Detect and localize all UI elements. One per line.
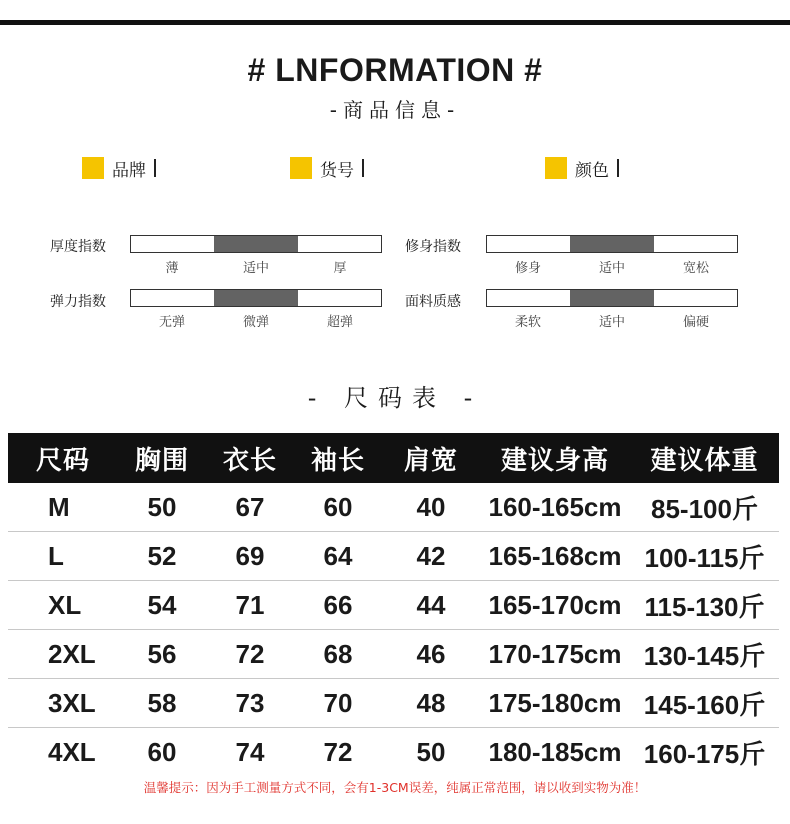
scale-labels-fabric — [486, 311, 738, 330]
table-cell: 3XL — [8, 679, 118, 728]
info-item-number-label: 货号 — [320, 160, 354, 181]
scale-option: 超弹 — [326, 315, 353, 330]
scale-segment — [214, 290, 297, 306]
page-subtitle: -商品信息- — [329, 98, 461, 122]
info-item-number — [290, 155, 364, 181]
scale-labels-elasticity — [130, 311, 382, 330]
column-header-size: 尺码 — [8, 433, 118, 483]
table-row — [8, 532, 779, 581]
scale-option: 薄 — [165, 261, 179, 276]
scale-segment — [487, 290, 570, 306]
table-cell: 50 — [118, 483, 206, 532]
table-cell: 72 — [323, 736, 353, 767]
scale-segment — [131, 236, 214, 252]
table-cell: 170-175cm — [480, 630, 630, 679]
scale-thickness — [130, 235, 382, 253]
table-cell: 180-185cm — [488, 736, 622, 767]
table-cell: M — [8, 483, 118, 532]
table-cell: 73 — [206, 679, 294, 728]
size-table — [8, 433, 779, 776]
separator-bar — [154, 159, 156, 177]
index-label-fabric: 面料质感 — [405, 294, 461, 310]
index-label-thickness: 厚度指数 — [50, 239, 106, 255]
column-header-length: 衣长 — [206, 433, 294, 483]
column-header-sleeve: 袖长 — [294, 433, 382, 483]
table-row — [8, 679, 779, 728]
page-title: # LNFORMATION # — [247, 52, 543, 88]
scale-fabric — [486, 289, 738, 307]
yellow-square-icon — [82, 157, 104, 179]
table-row — [8, 581, 779, 630]
table-cell: 50 — [416, 736, 446, 767]
index-label-fit: 修身指数 — [405, 239, 461, 255]
info-color-label: 颜色 — [575, 160, 609, 181]
scale-labels-thickness — [130, 257, 382, 276]
table-cell: 165-170cm — [480, 581, 630, 630]
scale-fit — [486, 235, 738, 253]
table-cell: 56 — [118, 630, 206, 679]
table-cell: 58 — [118, 679, 206, 728]
table-cell: 42 — [382, 532, 480, 581]
column-header-shoulder: 肩宽 — [382, 433, 480, 483]
table-cell: 160-175斤 — [643, 738, 766, 769]
scale-segment — [298, 290, 381, 306]
table-cell: 68 — [294, 630, 382, 679]
table-header-row — [8, 433, 779, 483]
scale-option: 宽松 — [682, 261, 709, 276]
index-label-elasticity: 弹力指数 — [50, 294, 106, 310]
table-cell: 70 — [294, 679, 382, 728]
column-header-chest: 胸围 — [118, 433, 206, 483]
table-cell: 54 — [118, 581, 206, 630]
table-cell: L — [8, 532, 118, 581]
top-divider — [0, 20, 790, 25]
table-cell: 67 — [206, 483, 294, 532]
table-row — [8, 630, 779, 679]
separator-bar — [617, 159, 619, 177]
scale-option: 偏硬 — [682, 315, 709, 330]
scale-option: 适中 — [598, 261, 625, 276]
info-color — [545, 155, 619, 181]
table-cell: 52 — [118, 532, 206, 581]
scale-option: 适中 — [242, 261, 269, 276]
scale-segment — [298, 236, 381, 252]
table-cell: XL — [8, 581, 118, 630]
table-cell: 4XL — [48, 736, 96, 767]
table-cell: 71 — [206, 581, 294, 630]
table-cell: 69 — [206, 532, 294, 581]
info-brand-label: 品牌 — [112, 160, 146, 181]
scale-segment — [214, 236, 297, 252]
table-cell: 85-100斤 — [630, 483, 779, 532]
scale-labels-fit — [486, 257, 738, 276]
scale-option: 修身 — [514, 261, 541, 276]
table-cell: 40 — [382, 483, 480, 532]
info-brand — [82, 155, 156, 181]
table-cell: 2XL — [8, 630, 118, 679]
scale-option: 微弹 — [242, 315, 269, 330]
table-cell: 60 — [294, 483, 382, 532]
yellow-square-icon — [290, 157, 312, 179]
table-cell: 145-160斤 — [630, 679, 779, 728]
scale-elasticity — [130, 289, 382, 307]
measurement-note: 温馨提示：因为手工测量方式不同，会有1-3CM误差，纯属正常范围，请以收到实物为准！ — [143, 780, 647, 795]
column-header-height: 建议身高 — [480, 433, 630, 483]
scale-segment — [570, 236, 653, 252]
scale-segment — [654, 290, 737, 306]
table-row — [8, 728, 779, 777]
scale-option: 适中 — [598, 315, 625, 330]
scale-segment — [654, 236, 737, 252]
table-cell: 100-115斤 — [630, 532, 779, 581]
yellow-square-icon — [545, 157, 567, 179]
table-cell: 115-130斤 — [630, 581, 779, 630]
table-cell: 175-180cm — [480, 679, 630, 728]
table-cell: 72 — [206, 630, 294, 679]
table-cell: 64 — [294, 532, 382, 581]
table-cell: 44 — [382, 581, 480, 630]
table-row — [8, 483, 779, 532]
table-cell: 160-165cm — [480, 483, 630, 532]
scale-segment — [131, 290, 214, 306]
table-cell: 48 — [382, 679, 480, 728]
scale-option: 无弹 — [158, 315, 185, 330]
scale-segment — [570, 290, 653, 306]
table-cell: 46 — [382, 630, 480, 679]
table-cell: 60 — [147, 736, 177, 767]
size-chart-title: - 尺码表 - — [307, 384, 483, 412]
table-cell: 165-168cm — [480, 532, 630, 581]
table-cell: 130-145斤 — [630, 630, 779, 679]
column-header-weight: 建议体重 — [630, 433, 779, 483]
scale-option: 柔软 — [514, 315, 541, 330]
scale-option: 厚 — [333, 261, 347, 276]
table-cell: 74 — [235, 736, 265, 767]
table-cell: 66 — [294, 581, 382, 630]
separator-bar — [362, 159, 364, 177]
scale-segment — [487, 236, 570, 252]
